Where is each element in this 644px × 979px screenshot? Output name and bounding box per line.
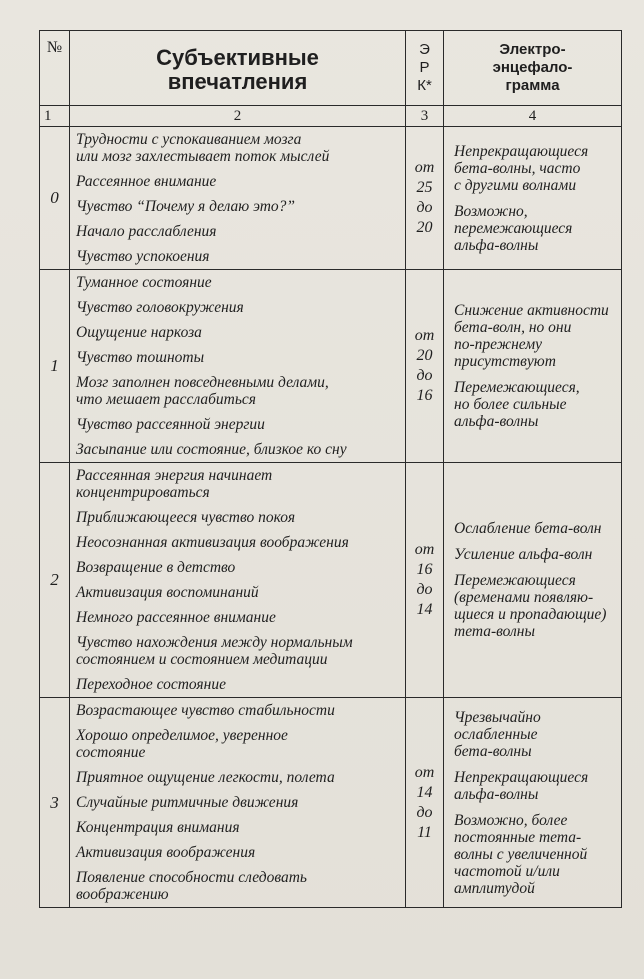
eeg-item: [454, 203, 617, 254]
erk-range-line: от: [414, 541, 435, 558]
eeg-line: альфа-волны: [454, 236, 539, 254]
header-eeg: [444, 31, 622, 106]
subjective-impressions-cell: [70, 270, 406, 463]
impression-line: состоянием и состоянием медитации: [76, 651, 328, 668]
impression-line: состояние: [76, 744, 146, 761]
impression-line: Активизация воспоминаний: [76, 584, 259, 601]
header-erk-line: Э: [419, 41, 430, 58]
eeg-line: постоянные тета-: [454, 828, 582, 846]
impression-line: Переходное состояние: [76, 676, 226, 693]
eeg-line: Усиление альфа-волн: [454, 546, 593, 563]
eeg-item: [454, 709, 617, 760]
header-title-line: впечатления: [167, 69, 308, 94]
eeg-item: [454, 143, 617, 194]
eeg-line: с другими волнами: [454, 176, 577, 194]
subjective-impressions-cell: [70, 698, 406, 908]
impression-item: [76, 223, 401, 240]
erk-range-line: от: [414, 327, 435, 344]
impression-item: [76, 173, 401, 190]
impression-line: Рассеянное внимание: [76, 173, 217, 190]
column-index: 1: [40, 106, 70, 127]
header-erk-line: Р: [419, 59, 430, 76]
impression-line: Чувство тошноты: [76, 349, 205, 366]
eeg-line: по-прежнему: [454, 336, 543, 353]
eeg-line: Возможно, более: [454, 811, 568, 829]
impression-line: Случайные ритмичные движения: [76, 794, 299, 811]
eeg-line: альфа-волны: [454, 785, 539, 803]
eeg-line: (временами появляю-: [454, 589, 594, 606]
eeg-line: Возможно,: [454, 202, 528, 220]
eeg-line: Перемежающиеся: [454, 572, 576, 589]
erk-range-cell: [406, 463, 444, 698]
eeg-item: [454, 769, 617, 803]
erk-range-line: до: [416, 581, 433, 598]
impression-line: Концентрация внимания: [76, 819, 240, 836]
impression-line: Ощущение наркоза: [76, 324, 202, 341]
eeg-item: [454, 572, 617, 640]
impression-line: что мешает расслабиться: [76, 391, 257, 408]
impression-item: [76, 467, 401, 501]
eeg-line: бета-волн, но они: [454, 319, 572, 336]
meditation-stages-table: [39, 30, 622, 908]
impression-item: [76, 844, 401, 861]
eeg-item: [454, 812, 617, 897]
eeg-line: Ослабление бета-волн: [454, 520, 602, 537]
header-subjective-impressions: [70, 31, 406, 106]
eeg-line: Снижение активности: [454, 302, 609, 319]
erk-range-line: 14: [416, 601, 433, 618]
erk-range-line: 11: [417, 823, 432, 841]
impression-line: Начало расслабления: [76, 223, 217, 240]
header-eeg-line: энцефало-: [492, 59, 573, 76]
stage-number: 1: [40, 270, 70, 463]
impression-line: концентрироваться: [76, 484, 210, 501]
impression-item: [76, 131, 401, 165]
stage-number: 2: [40, 463, 70, 698]
impression-line: Активизация воображения: [76, 844, 256, 861]
erk-range-line: от: [414, 159, 435, 176]
erk-range-line: 16: [416, 387, 433, 404]
impression-line: Возвращение в детство: [76, 559, 236, 576]
eeg-line: щиеся и пропадающие): [454, 606, 607, 623]
eeg-line: тета-волны: [454, 623, 535, 640]
impression-item: [76, 198, 401, 215]
impression-item: [76, 248, 401, 265]
impression-item: [76, 702, 401, 719]
impression-line: Засыпание или состояние, близкое ко сну: [76, 441, 347, 458]
erk-range-line: 20: [416, 219, 433, 236]
impression-item: [76, 676, 401, 693]
stage-rows: [40, 127, 622, 908]
eeg-line: Непрекращающиеся: [454, 142, 589, 160]
impression-item: [76, 609, 401, 626]
impression-item: [76, 869, 401, 903]
eeg-description-cell: [444, 127, 622, 270]
impression-line: Появление способности следовать: [76, 869, 307, 886]
impression-line: Возрастающее чувство стабильности: [76, 702, 335, 719]
eeg-line: ослабленные: [454, 725, 538, 743]
eeg-line: волны с увеличенной: [454, 845, 588, 863]
header-eeg-line: Электро-: [499, 41, 566, 58]
impression-line: Мозг заполнен повседневными делами,: [76, 374, 329, 391]
impression-line: Хорошо определимое, уверенное: [76, 727, 288, 744]
impression-item: [76, 534, 401, 551]
impression-item: [76, 441, 401, 458]
impression-item: [76, 349, 401, 366]
eeg-description-cell: [444, 698, 622, 908]
erk-range-line: 16: [416, 561, 433, 578]
eeg-item: [454, 302, 617, 370]
erk-range-cell: [406, 698, 444, 908]
column-index-row: [40, 106, 622, 127]
impression-item: [76, 634, 401, 668]
impression-line: Туманное состояние: [76, 274, 212, 291]
eeg-item: [454, 520, 617, 537]
impression-item: [76, 374, 401, 408]
eeg-line: бета-волны: [454, 742, 532, 760]
eeg-line: Перемежающиеся,: [454, 379, 580, 396]
header-erk: [406, 31, 444, 106]
header-title-line: Субъективные: [156, 45, 319, 70]
header-number: №: [40, 31, 70, 106]
stage-row-3: [40, 698, 622, 908]
impression-line: Чувство головокружения: [76, 299, 244, 316]
impression-line: Немного рассеянное внимание: [76, 609, 276, 626]
eeg-item: [454, 379, 617, 430]
impression-line: Чувство успокоения: [76, 248, 210, 265]
erk-range-line: 14: [416, 783, 433, 801]
eeg-line: Непрекращающиеся: [454, 768, 589, 786]
impression-line: или мозг захлестывает поток мыслей: [76, 148, 330, 165]
impression-item: [76, 584, 401, 601]
erk-range-line: 20: [416, 347, 433, 364]
eeg-line: перемежающиеся: [454, 219, 573, 237]
subjective-impressions-cell: [70, 463, 406, 698]
eeg-item: [454, 546, 617, 563]
erk-range-line: до: [416, 199, 433, 216]
stage-row-1: [40, 270, 622, 463]
impression-line: Трудности с успокаиванием мозга: [76, 131, 302, 148]
erk-range-line: 25: [416, 179, 433, 196]
eeg-line: Чрезвычайно: [454, 708, 541, 726]
erk-range-cell: [406, 270, 444, 463]
stage-row-2: [40, 463, 622, 698]
header-row: [40, 31, 622, 106]
impression-item: [76, 274, 401, 291]
eeg-description-cell: [444, 270, 622, 463]
erk-range-line: до: [416, 803, 433, 821]
erk-range-line: от: [414, 763, 435, 781]
impression-line: Рассеянная энергия начинает: [76, 467, 273, 484]
eeg-line: но более сильные: [454, 396, 567, 413]
erk-range-line: до: [416, 367, 433, 384]
impression-line: Приятное ощущение легкости, полета: [76, 769, 335, 786]
impression-line: Чувство рассеянной энергии: [76, 416, 265, 433]
impression-item: [76, 509, 401, 526]
eeg-line: частотой и/или: [454, 862, 560, 880]
stage-number: 0: [40, 127, 70, 270]
impression-item: [76, 819, 401, 836]
erk-range-cell: [406, 127, 444, 270]
impression-item: [76, 299, 401, 316]
impression-item: [76, 559, 401, 576]
eeg-line: амплитудой: [454, 879, 535, 897]
impression-item: [76, 794, 401, 811]
eeg-line: бета-волны, часто: [454, 159, 581, 177]
eeg-line: присутствуют: [454, 353, 556, 370]
impression-line: Приближающееся чувство покоя: [76, 509, 296, 526]
impression-item: [76, 416, 401, 433]
impression-line: Чувство нахождения между нормальным: [76, 634, 353, 651]
column-index: 3: [406, 106, 444, 127]
subjective-impressions-cell: [70, 127, 406, 270]
impression-item: [76, 324, 401, 341]
impression-line: воображению: [76, 886, 169, 903]
impression-item: [76, 727, 401, 761]
eeg-description-cell: [444, 463, 622, 698]
header-eeg-line: грамма: [505, 77, 560, 94]
column-index: 4: [444, 106, 622, 127]
header-erk-line: К*: [417, 77, 432, 94]
impression-item: [76, 769, 401, 786]
column-index: 2: [70, 106, 406, 127]
impression-line: Неосознанная активизация воображения: [76, 534, 349, 551]
impression-line: Чувство “Почему я делаю это?”: [76, 198, 296, 215]
eeg-line: альфа-волны: [454, 413, 539, 430]
stage-row-0: [40, 127, 622, 270]
stage-number: 3: [40, 698, 70, 908]
